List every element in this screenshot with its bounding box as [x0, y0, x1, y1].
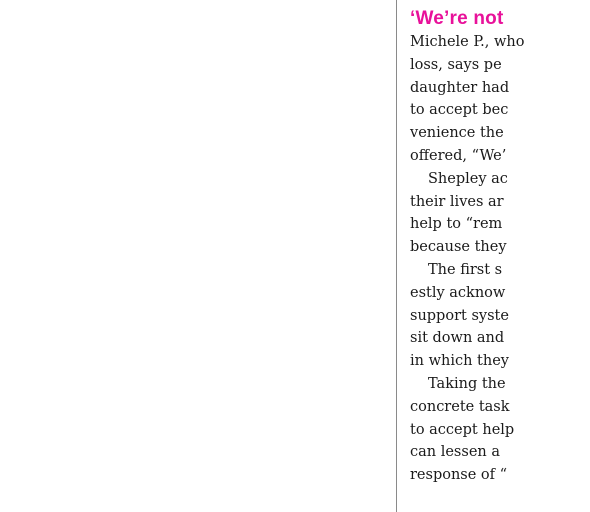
- text-line: offered, “We’: [410, 147, 507, 164]
- text-line: Taking the: [428, 375, 506, 392]
- text-line: to accept bec: [410, 102, 509, 119]
- text-line: Michele P., who: [410, 34, 525, 50]
- paragraph-2: [410, 168, 524, 259]
- paragraph-4: [410, 373, 524, 487]
- article-column: [410, 0, 590, 512]
- text-line: help to “rem: [410, 216, 503, 233]
- text-line: loss, says pe: [410, 56, 502, 73]
- text-line: concrete task: [410, 398, 510, 415]
- text-line: their lives ar: [410, 193, 504, 210]
- text-line: to accept help: [410, 421, 515, 438]
- text-line: sit down and: [410, 330, 505, 347]
- article-body: [410, 31, 524, 487]
- text-line: daughter had: [410, 79, 510, 96]
- text-line: because they: [410, 239, 507, 256]
- text-line: response of “: [410, 467, 508, 484]
- text-line: Shepley ac: [428, 170, 508, 187]
- text-line: in which they: [410, 353, 509, 370]
- text-line: The first s: [428, 261, 503, 278]
- text-line: venience the: [410, 125, 504, 142]
- column-divider: [396, 0, 397, 512]
- paragraph-1: [410, 31, 524, 168]
- text-line: estly acknow: [410, 284, 506, 301]
- text-line: can lessen a: [410, 444, 500, 461]
- text-line: support syste: [410, 307, 509, 324]
- section-heading: ‘We’re not: [410, 8, 504, 29]
- paragraph-3: [410, 259, 524, 373]
